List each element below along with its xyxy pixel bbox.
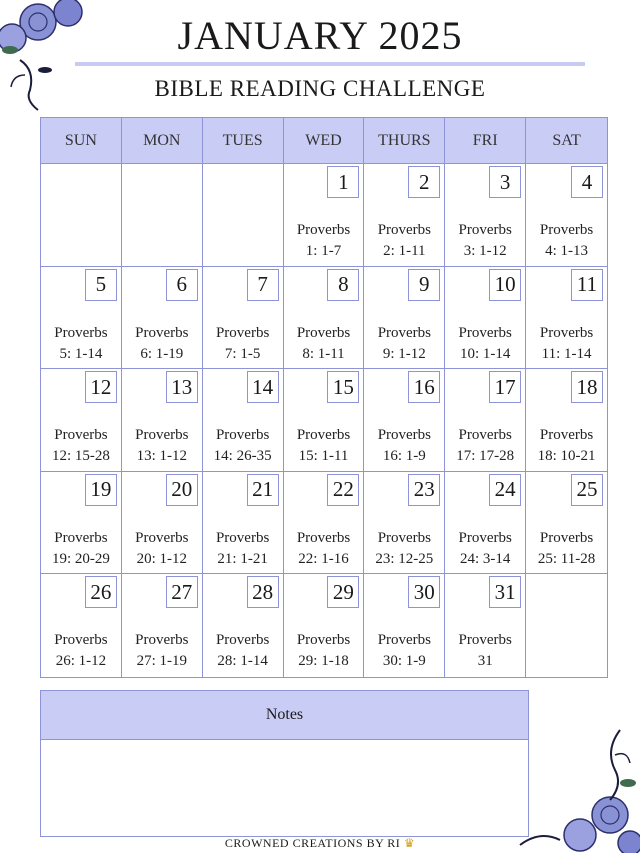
reading-verses: 24: 3-14 [460,550,511,567]
reading-verses: 12: 15-28 [51,448,110,465]
calendar [40,117,608,678]
reading-book: Proverbs [135,427,189,444]
reading-assignment [284,323,364,365]
day-cell [203,369,284,472]
reading-verses: 6: 1-19 [140,345,184,362]
reading-assignment [526,528,607,570]
reading-book: Proverbs [296,222,351,238]
reading-book: Proverbs [54,529,108,546]
reading-verses: 21: 1-21 [217,550,268,567]
reading-book: Proverbs [377,632,432,649]
day-cell [203,472,284,575]
reading-book: Proverbs [539,427,594,444]
reading-verses: 25: 11-28 [537,550,596,567]
weekday-tues: TUES [203,118,284,164]
reading-verses: 5: 1-14 [59,345,103,362]
day-number: 8 [327,269,359,301]
reading-verses: 7: 1-5 [224,345,261,362]
day-cell [41,472,122,575]
reading-assignment [122,323,202,365]
day-number: 21 [247,474,279,506]
reading-verses: 19: 20-29 [51,550,110,567]
day-number: 3 [489,166,521,198]
day-cell [364,574,445,677]
reading-assignment [364,323,444,365]
page-title: JANUARY 2025 [177,13,463,58]
crown-icon: ♛ [403,836,416,850]
reading-verses: 16: 1-9 [382,448,426,465]
calendar-grid [41,164,607,677]
reading-book: Proverbs [54,632,108,649]
day-number: 4 [571,166,603,198]
day-number: 1 [327,166,359,198]
reading-assignment [364,528,444,570]
weekday-sat: SAT [526,118,607,164]
reading-assignment [284,425,364,467]
reading-book: Proverbs [215,632,270,649]
reading-book: Proverbs [135,324,189,341]
day-number: 7 [247,269,279,301]
day-number: 19 [85,474,117,506]
reading-assignment [445,323,525,365]
day-number: 17 [489,371,521,403]
day-cell [284,164,365,267]
reading-verses: 30: 1-9 [382,653,426,670]
day-number: 23 [408,474,440,506]
day-number: 30 [408,576,440,608]
reading-assignment [526,220,607,262]
day-number: 14 [247,371,279,403]
reading-assignment [122,425,202,467]
day-number: 6 [166,269,198,301]
day-number: 9 [408,269,440,301]
reading-book: Proverbs [215,427,270,444]
page-subtitle: BIBLE READING CHALLENGE [154,76,486,101]
weekday-fri: FRI [445,118,526,164]
day-cell [364,369,445,472]
reading-verses: 31 [477,653,493,670]
reading-assignment [445,528,525,570]
day-number: 13 [166,371,198,403]
reading-book: Proverbs [377,427,432,444]
reading-assignment [445,220,525,262]
reading-book: Proverbs [458,324,512,341]
reading-assignment [284,220,364,262]
day-cell [122,472,203,575]
day-cell [203,267,284,370]
reading-verses: 29: 1-18 [298,653,349,670]
reading-assignment [364,220,444,262]
reading-book: Proverbs [539,324,594,341]
reading-assignment [41,528,121,570]
day-number: 2 [408,166,440,198]
reading-book: Proverbs [296,427,351,444]
reading-book: Proverbs [54,324,108,341]
reading-verses: 22: 1-16 [298,550,349,567]
day-cell [364,267,445,370]
day-cell [122,574,203,677]
reading-assignment [41,323,121,365]
reading-verses: 18: 10-21 [537,448,596,465]
reading-verses: 15: 1-11 [298,448,349,465]
empty-cell [41,164,122,267]
day-cell [122,267,203,370]
day-cell [284,267,365,370]
reading-assignment [364,630,444,672]
reading-book: Proverbs [539,222,594,238]
day-cell [203,574,284,677]
day-number: 20 [166,474,198,506]
day-cell [284,574,365,677]
reading-verses: 9: 1-12 [382,345,426,362]
day-cell [445,472,526,575]
reading-verses: 28: 1-14 [217,653,268,670]
reading-verses: 1: 1-7 [305,243,342,259]
reading-verses: 4: 1-13 [545,243,589,259]
day-number: 27 [166,576,198,608]
reading-book: Proverbs [54,427,108,444]
notes-header: Notes [41,691,528,740]
reading-verses: 23: 12-25 [375,550,434,567]
reading-verses: 8: 1-11 [302,345,345,362]
day-number: 12 [85,371,117,403]
reading-book: Proverbs [135,529,189,546]
day-cell [41,369,122,472]
day-cell [364,164,445,267]
weekday-header [41,118,607,164]
reading-assignment [122,528,202,570]
reading-assignment [203,323,283,365]
weekday-wed: WED [284,118,365,164]
reading-verses: 27: 1-19 [136,653,187,670]
reading-verses: 20: 1-12 [136,550,187,567]
day-number: 18 [571,371,603,403]
day-number: 24 [489,474,521,506]
reading-book: Proverbs [215,529,270,546]
day-cell [122,369,203,472]
day-cell [364,472,445,575]
notes-area[interactable] [41,740,528,836]
reading-assignment [41,425,121,467]
reading-assignment [445,630,525,672]
reading-assignment [284,528,364,570]
reading-verses: 13: 1-12 [136,448,187,465]
reading-book: Proverbs [458,632,512,649]
weekday-mon: MON [122,118,203,164]
day-cell [526,267,607,370]
day-number: 22 [327,474,359,506]
weekday-thurs: THURS [364,118,445,164]
reading-verses: 17: 17-28 [456,448,515,465]
day-cell [445,574,526,677]
reading-assignment [41,630,121,672]
reading-verses: 10: 1-14 [460,345,511,362]
day-number: 15 [327,371,359,403]
day-cell [445,164,526,267]
reading-assignment [364,425,444,467]
notes-box [40,690,529,837]
day-cell [41,267,122,370]
reading-verses: 11: 1-14 [541,345,592,362]
day-number: 10 [489,269,521,301]
reading-book: Proverbs [458,222,512,238]
reading-assignment [526,323,607,365]
day-cell [41,574,122,677]
day-number: 29 [327,576,359,608]
reading-book: Proverbs [458,427,512,444]
reading-book: Proverbs [458,529,512,546]
reading-book: Proverbs [135,632,189,649]
day-number: 26 [85,576,117,608]
reading-assignment [526,425,607,467]
reading-verses: 3: 1-12 [463,243,507,259]
reading-book: Proverbs [539,529,594,546]
day-cell [284,472,365,575]
day-cell [526,472,607,575]
reading-assignment [203,425,283,467]
reading-assignment [203,630,283,672]
title-divider [75,62,585,66]
reading-book: Proverbs [215,324,270,341]
reading-book: Proverbs [377,222,432,238]
reading-assignment [445,425,525,467]
empty-cell [526,574,607,677]
day-number: 11 [571,269,603,301]
day-cell [445,369,526,472]
day-cell [526,369,607,472]
reading-verses: 26: 1-12 [55,653,107,670]
reading-book: Proverbs [377,529,432,546]
day-cell [284,369,365,472]
weekday-sun: SUN [41,118,122,164]
empty-cell [122,164,203,267]
footer-text: CROWNED CREATIONS BY RI [224,836,401,850]
reading-assignment [203,528,283,570]
empty-cell [203,164,284,267]
reading-verses: 2: 1-11 [383,243,426,259]
reading-book: Proverbs [296,529,351,546]
reading-book: Proverbs [296,324,351,341]
footer-credit [0,836,640,851]
reading-assignment [122,630,202,672]
day-number: 25 [571,474,603,506]
day-cell [445,267,526,370]
reading-book: Proverbs [377,324,432,341]
day-number: 31 [489,576,521,608]
reading-assignment [284,630,364,672]
day-number: 28 [247,576,279,608]
day-cell [526,164,607,267]
reading-verses: 14: 26-35 [213,448,272,465]
day-number: 5 [85,269,117,301]
day-number: 16 [408,371,440,403]
reading-book: Proverbs [296,632,351,649]
